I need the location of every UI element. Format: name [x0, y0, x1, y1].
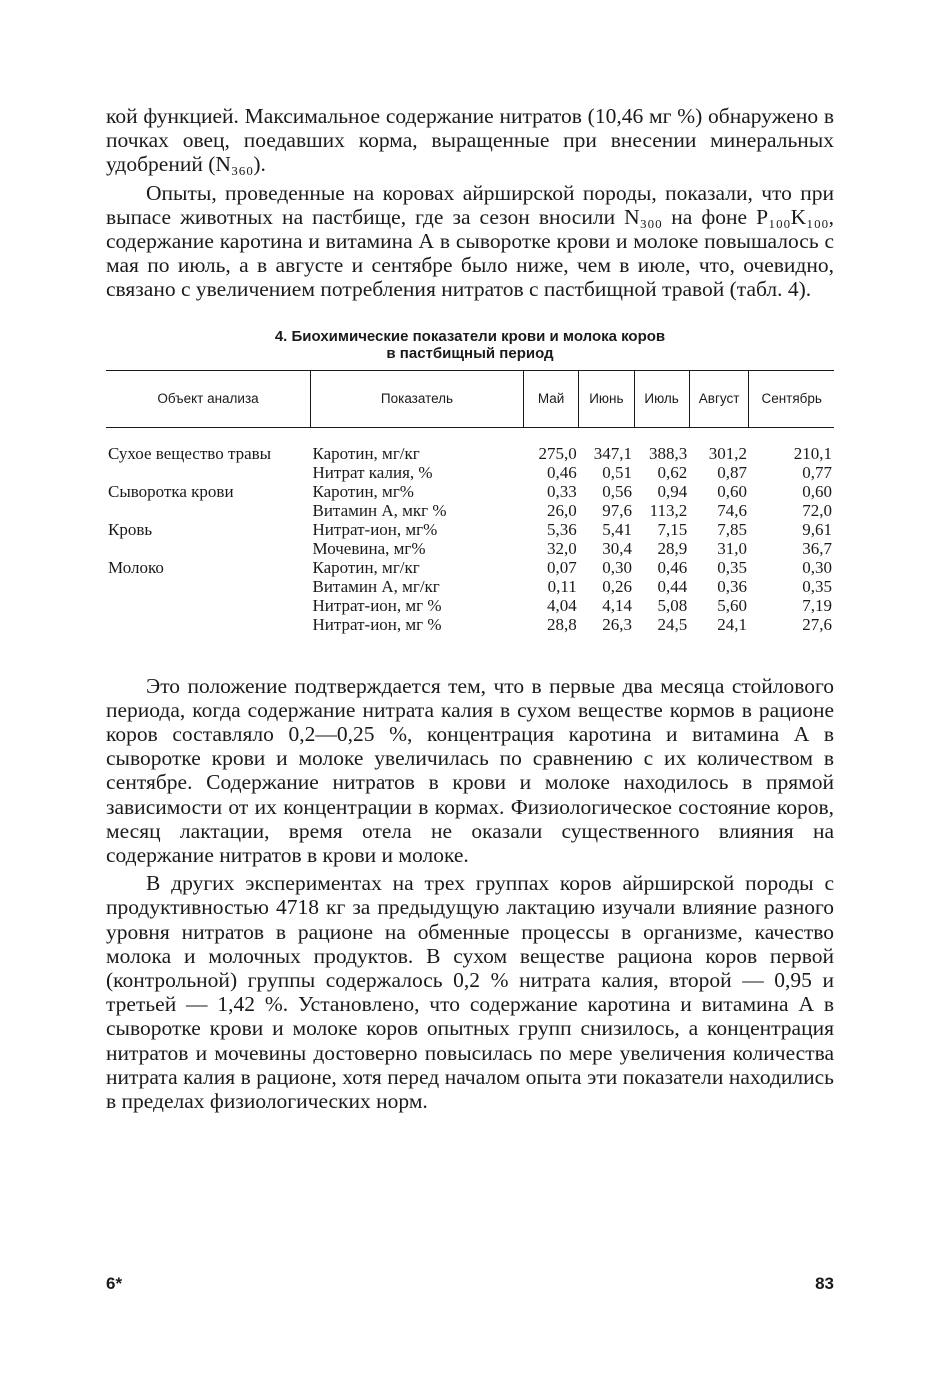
cell-value: 347,1: [593, 443, 632, 463]
signature-mark: 6*: [106, 1274, 123, 1293]
table-row: [106, 577, 834, 596]
table-caption-line-2: в пастбищный период: [386, 344, 554, 362]
header-july: Июль: [634, 370, 689, 427]
header-indicator: Показатель: [311, 370, 524, 427]
cell-value: 0,07: [547, 557, 577, 577]
cell-value: 0,62: [657, 462, 688, 482]
cell-value: 97,6: [602, 500, 632, 520]
cell-value: 24,1: [717, 614, 747, 634]
cell-value: 0,35: [802, 576, 832, 596]
paragraph-4: В других экспериментах на трех группах коров айрширской породы с продуктивностью 4718 кг за предыдущую лактацию изучали влияние разного уровня нитратов в рационе на обменные процессы в организме, качество молока и молочных продуктов. В сухом веществе рациона коров первой (контрольной) группы содержалось 0,2 % нитрата калия, второй — 0,95 и третьей — 1,42 %. Установлено, что содержание каротина и витамина А в сыворотке крови и молоке коров опытных групп снизилось, а концентрация нитратов и мочевины достоверно повысилась по мере увеличения количества нитрата калия в рационе, хотя перед началом опыта эти показатели находились в пределах физиологических норм.: [106, 871, 834, 1114]
cell-value: 0,77: [802, 462, 832, 482]
cell-indicator: Витамин А, мг/кг: [312, 576, 440, 596]
cell-value: 0,26: [602, 576, 632, 596]
cell-value: 0,51: [602, 462, 632, 482]
cell-value: 275,0: [538, 443, 577, 463]
cell-value: 72,0: [802, 500, 832, 520]
cell-value: 0,30: [802, 557, 832, 577]
cell-value: 210,1: [793, 443, 832, 463]
header-may: Май: [524, 370, 579, 427]
cell-indicator: Нитрат-ион, мг%: [312, 519, 438, 539]
cell-value: 0,11: [547, 576, 577, 596]
cell-value: 0,44: [657, 576, 688, 596]
table-row: [106, 520, 834, 539]
cell-object: [106, 463, 311, 482]
cell-value: 7,19: [802, 595, 832, 615]
table-row: [106, 596, 834, 615]
cell-value: 4,14: [602, 595, 632, 615]
cell-object: [106, 615, 311, 648]
cell-value: 5,08: [657, 595, 688, 615]
cell-value: 0,33: [547, 481, 577, 501]
cell-value: 0,46: [547, 462, 577, 482]
page-content: [106, 104, 834, 1113]
table-row: [106, 558, 834, 577]
cell-value: 36,7: [802, 538, 832, 558]
cell-value: 28,8: [547, 614, 577, 634]
table-body: [106, 427, 834, 648]
table-caption: [106, 328, 834, 362]
cell-indicator: Нитрат калия, %: [312, 462, 433, 482]
table-row: [106, 463, 834, 482]
cell-value: 301,2: [708, 443, 747, 463]
cell-value: 7,85: [717, 519, 747, 539]
cell-object: Сухое вещество травы: [108, 443, 272, 463]
cell-value: 0,60: [802, 481, 832, 501]
cell-object: Сыворотка крови: [108, 481, 234, 501]
cell-value: 5,36: [547, 519, 577, 539]
cell-value: 0,56: [602, 481, 632, 501]
cell-value: 0,46: [657, 557, 688, 577]
table-row: [106, 501, 834, 520]
cell-value: 0,35: [717, 557, 747, 577]
cell-value: 0,87: [717, 462, 747, 482]
table-caption-line-1: 4. Биохимические показатели крови и молока коров: [274, 327, 666, 345]
header-august: Август: [689, 370, 749, 427]
cell-value: 26,3: [602, 614, 632, 634]
cell-value: 4,04: [547, 595, 577, 615]
cell-indicator: Каротин, мг/кг: [312, 557, 420, 577]
cell-object: Кровь: [108, 519, 153, 539]
paragraph-1: кой функцией. Максимальное содержание нитратов (10,46 мг %) обнаружено в почках овец, поедавших корма, выращенные при внесении минеральных удобрений (N₃₆₀).: [106, 104, 834, 177]
cell-value: 30,4: [602, 538, 632, 558]
cell-object: Молоко: [108, 557, 164, 577]
cell-indicator: Каротин, мг/кг: [312, 443, 420, 463]
cell-value: 113,2: [649, 500, 688, 520]
header-june: Июнь: [579, 370, 634, 427]
cell-value: 32,0: [547, 538, 577, 558]
cell-value: 5,60: [717, 595, 747, 615]
cell-value: 0,30: [602, 557, 632, 577]
cell-value: 7,15: [657, 519, 688, 539]
paragraph-3: Это положение подтверждается тем, что в первые два месяца стойлового периода, когда содержание нитрата калия в сухом веществе кормов в рационе коров составляло 0,2—0,25 %, концентрация каротина и витамина А в сыворотке крови и молоке увеличилась по сравнению с их количеством в сентябре. Содержание нитратов в крови и молоке находилось в прямой зависимости от их концентрации в кормах. Физиологическое состояние коров, месяц лактации, время отела не оказали существенного влияния на содержание нитратов в крови и молоке.: [106, 673, 834, 868]
cell-indicator: Нитрат-ион, мг %: [312, 614, 442, 634]
cell-value: 27,6: [802, 614, 832, 634]
cell-object: [106, 501, 311, 520]
table-row: [106, 427, 834, 463]
paragraph-2: Опыты, проведенные на коровах айрширской породы, показали, что при выпасе животных на пастбище, где за сезон вносили N₃₀₀ на фоне P₁₀₀K₁₀₀, содержание каротина и витамина А в сыворотке крови и молоке повышалось с мая по июль, а в августе и сентябре было ниже, чем в июле, что, очевидно, связано с увеличением потребления нитратов с пастбищной травой (табл. 4).: [106, 180, 834, 302]
header-september: Сентябрь: [749, 370, 834, 427]
cell-value: 0,36: [717, 576, 747, 596]
table-header-row: [106, 370, 834, 427]
cell-value: 0,94: [657, 481, 688, 501]
cell-indicator: Каротин, мг%: [312, 481, 414, 501]
cell-object: [106, 577, 311, 596]
cell-object: [106, 539, 311, 558]
cell-object: [106, 596, 311, 615]
cell-indicator: Витамин А, мкг %: [312, 500, 447, 520]
cell-value: 388,3: [649, 443, 688, 463]
cell-value: 5,41: [602, 519, 632, 539]
table-row: [106, 615, 834, 648]
cell-value: 9,61: [802, 519, 832, 539]
cell-value: 26,0: [547, 500, 577, 520]
data-table: [106, 370, 834, 648]
table-row: [106, 539, 834, 558]
cell-value: 28,9: [657, 538, 688, 558]
cell-value: 74,6: [717, 500, 747, 520]
cell-value: 31,0: [717, 538, 747, 558]
table-row: [106, 482, 834, 501]
cell-indicator: Мочевина, мг%: [312, 538, 426, 558]
header-object: Объект анализа: [106, 370, 311, 427]
page-number: 83: [815, 1274, 834, 1293]
cell-indicator: Нитрат-ион, мг %: [312, 595, 442, 615]
cell-value: 24,5: [657, 614, 688, 634]
cell-value: 0,60: [717, 481, 747, 501]
